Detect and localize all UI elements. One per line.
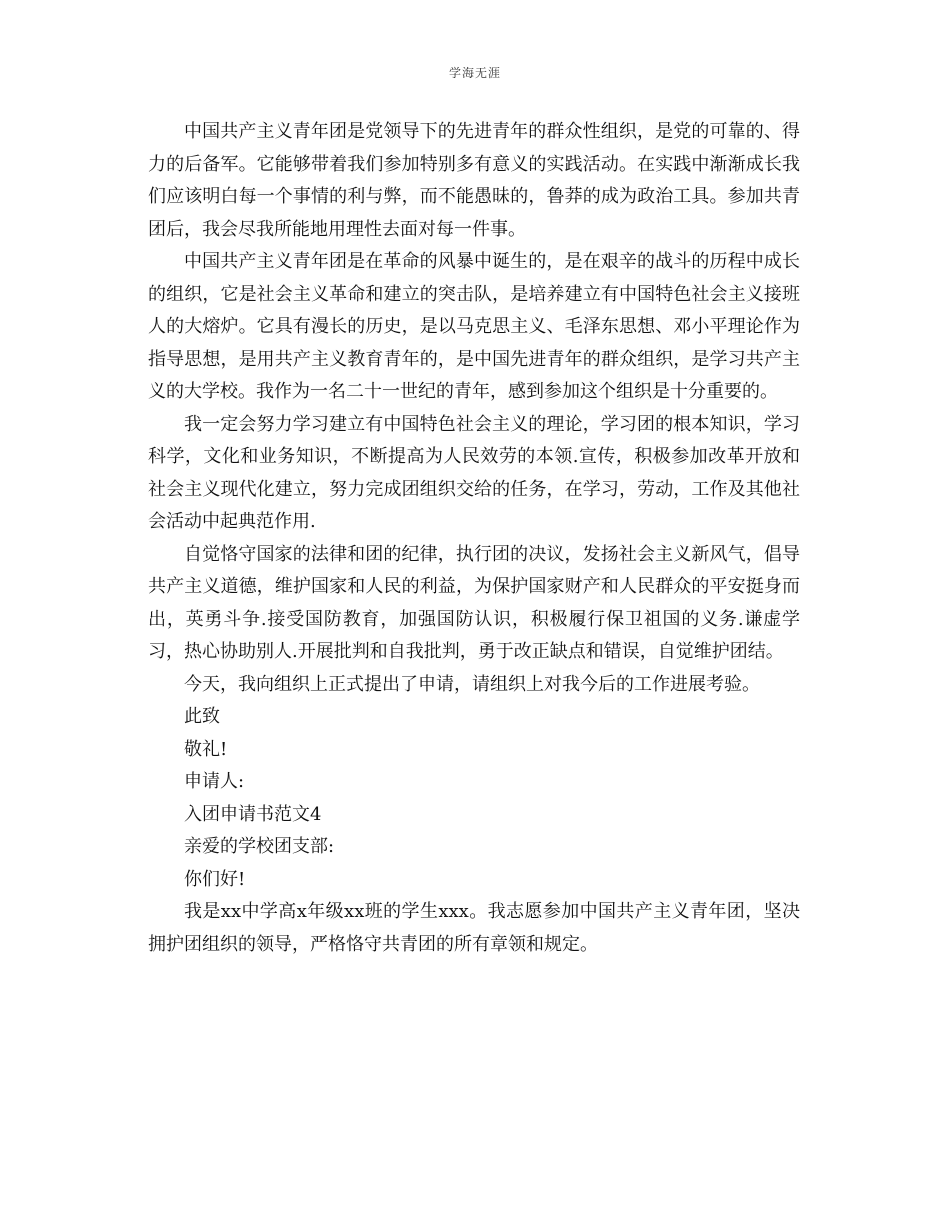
paragraph-3: 我一定会努力学习建立有中国特色社会主义的理论，学习团的根本知识，学习科学，文化和业务知识，不断提高为人民效劳的本领.宣传，积极参加改革开放和社会主义现代化建立，努力完成团组织交给的任务，在学习，劳动，工作及其他社会活动中起典范作用. [148, 413, 800, 532]
paragraph-4: 自觉恪守国家的法律和团的纪律，执行团的决议，发扬社会主义新风气，倡导共产主义道德，维护国家和人民的利益，为保护国家财产和人民群众的平安挺身而出，英勇斗争.接受国防教育，加强国防认识，积极履行保卫祖国的义务.谦虚学习，热心协助别人.开展批判和自我批判，勇于改正缺点和错误，自觉维护团结。 [148, 543, 800, 662]
paragraph-5: 今天，我向组织上正式提出了申请，请组织上对我今后的工作进展考验。 [184, 673, 760, 695]
page-header: 学海无涯 [448, 66, 501, 80]
applicant-label: 申请人: [184, 771, 245, 792]
closing-regards: 敬礼! [184, 738, 228, 760]
paragraph-2: 中国共产主义青年团是在革命的风暴中诞生的，是在艰辛的战斗的历程中成长的组织，它是社会主义革命和建立的突击队，是培养建立有中国特色社会主义接班人的大熔炉。它具有漫长的历史，是以马克思主义、毛泽东思想、邓小平理论作为指导思想，是用共产主义教育青年的，是中国先进青年的群众组织，是学习共产主义的大学校。我作为一名二十一世纪的青年，感到参加这个组织是十分重要的。 [148, 251, 800, 402]
paragraph-intro: 我是xx中学高x年级xx班的学生xxx。我志愿参加中国共产主义青年团，坚决拥护团组织的领导，严格恪守共青团的所有章领和规定。 [148, 901, 800, 955]
letter-greeting: 你们好! [184, 868, 246, 890]
document-body [148, 116, 800, 961]
paragraph-1: 中国共产主义青年团是党领导下的先进青年的群众性组织，是党的可靠的、得力的后备军。它能够带着我们参加特别多有意义的实践活动。在实践中渐渐成长我们应该明白每一个事情的利与弊，而不能愚昧的，鲁莽的成为政治工具。参加共青团后，我会尽我所能地用理性去面对每一件事。 [148, 121, 800, 240]
closing-salutation: 此致 [184, 706, 220, 727]
letter-addressee: 亲爱的学校团支部: [184, 836, 335, 857]
section-title: 入团申请书范文4 [184, 803, 322, 825]
